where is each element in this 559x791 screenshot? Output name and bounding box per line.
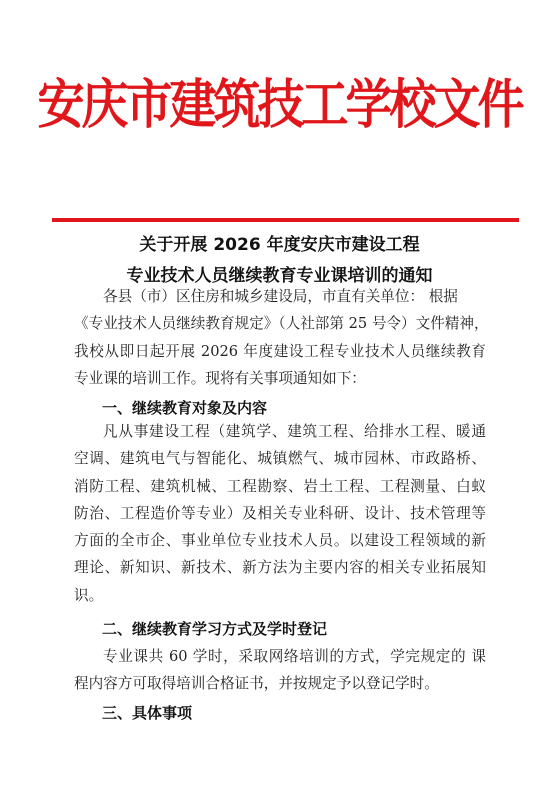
section-2-line: 专业课共 60 学时，采取网络培训的方式，学完规定的 课 [103, 648, 486, 665]
section-heading-1: 一、继续教育对象及内容 [102, 399, 268, 417]
document-title-line-1: 关于开展 2026 年度安庆市建设工程 [139, 235, 420, 255]
section-1-paragraph [74, 418, 486, 609]
intro-paragraph [74, 283, 489, 392]
letterhead-red-rule [52, 218, 519, 222]
section-heading-2: 二、继续教育学习方式及学时登记 [102, 620, 328, 638]
intro-line: 专业课的培训工作。现将有关事项通知如下： [74, 369, 366, 387]
section-1-line: 识。 [74, 586, 104, 604]
intro-line: 《专业技术人员继续教育规定》（人社部第 25 号令）文件精神， [74, 315, 489, 333]
letterhead-title: 安庆市建筑技工学校文件 [37, 74, 522, 136]
document-title-line-2: 专业技术人员继续教育专业课培训的通知 [126, 266, 433, 286]
section-2-paragraph [74, 643, 486, 698]
section-heading-3: 三、具体事项 [102, 704, 193, 722]
section-1-line: 方面的全市企、事业单位专业技术人员。以建设工程领域的新 [74, 532, 486, 550]
section-1-line: 凡从事建设工程（建筑学、建筑工程、给排水工程、暖通 [103, 423, 486, 440]
intro-line: 我校从即日起开展 2026 年度建设工程专业技术人员继续教育 [74, 342, 486, 360]
section-1-line: 空调、建筑电气与智能化、城镇燃气、城市园林、市政路桥、 [74, 450, 486, 468]
section-2-line: 程内容方可取得培训合格证书，并按规定予以登记学时。 [74, 675, 439, 693]
section-1-line: 理论、新知识、新技术、新方法为主要内容的相关专业拓展知 [74, 559, 486, 577]
section-1-line: 消防工程、建筑机械、工程勘察、岩土工程、工程测量、白蚁 [74, 477, 486, 495]
intro-line: 各县（市）区住房和城乡建设局，市直有关单位： 根据 [103, 288, 458, 305]
section-1-line: 防治、工程造价等专业）及相关专业科研、设计、技术管理等 [74, 504, 486, 522]
